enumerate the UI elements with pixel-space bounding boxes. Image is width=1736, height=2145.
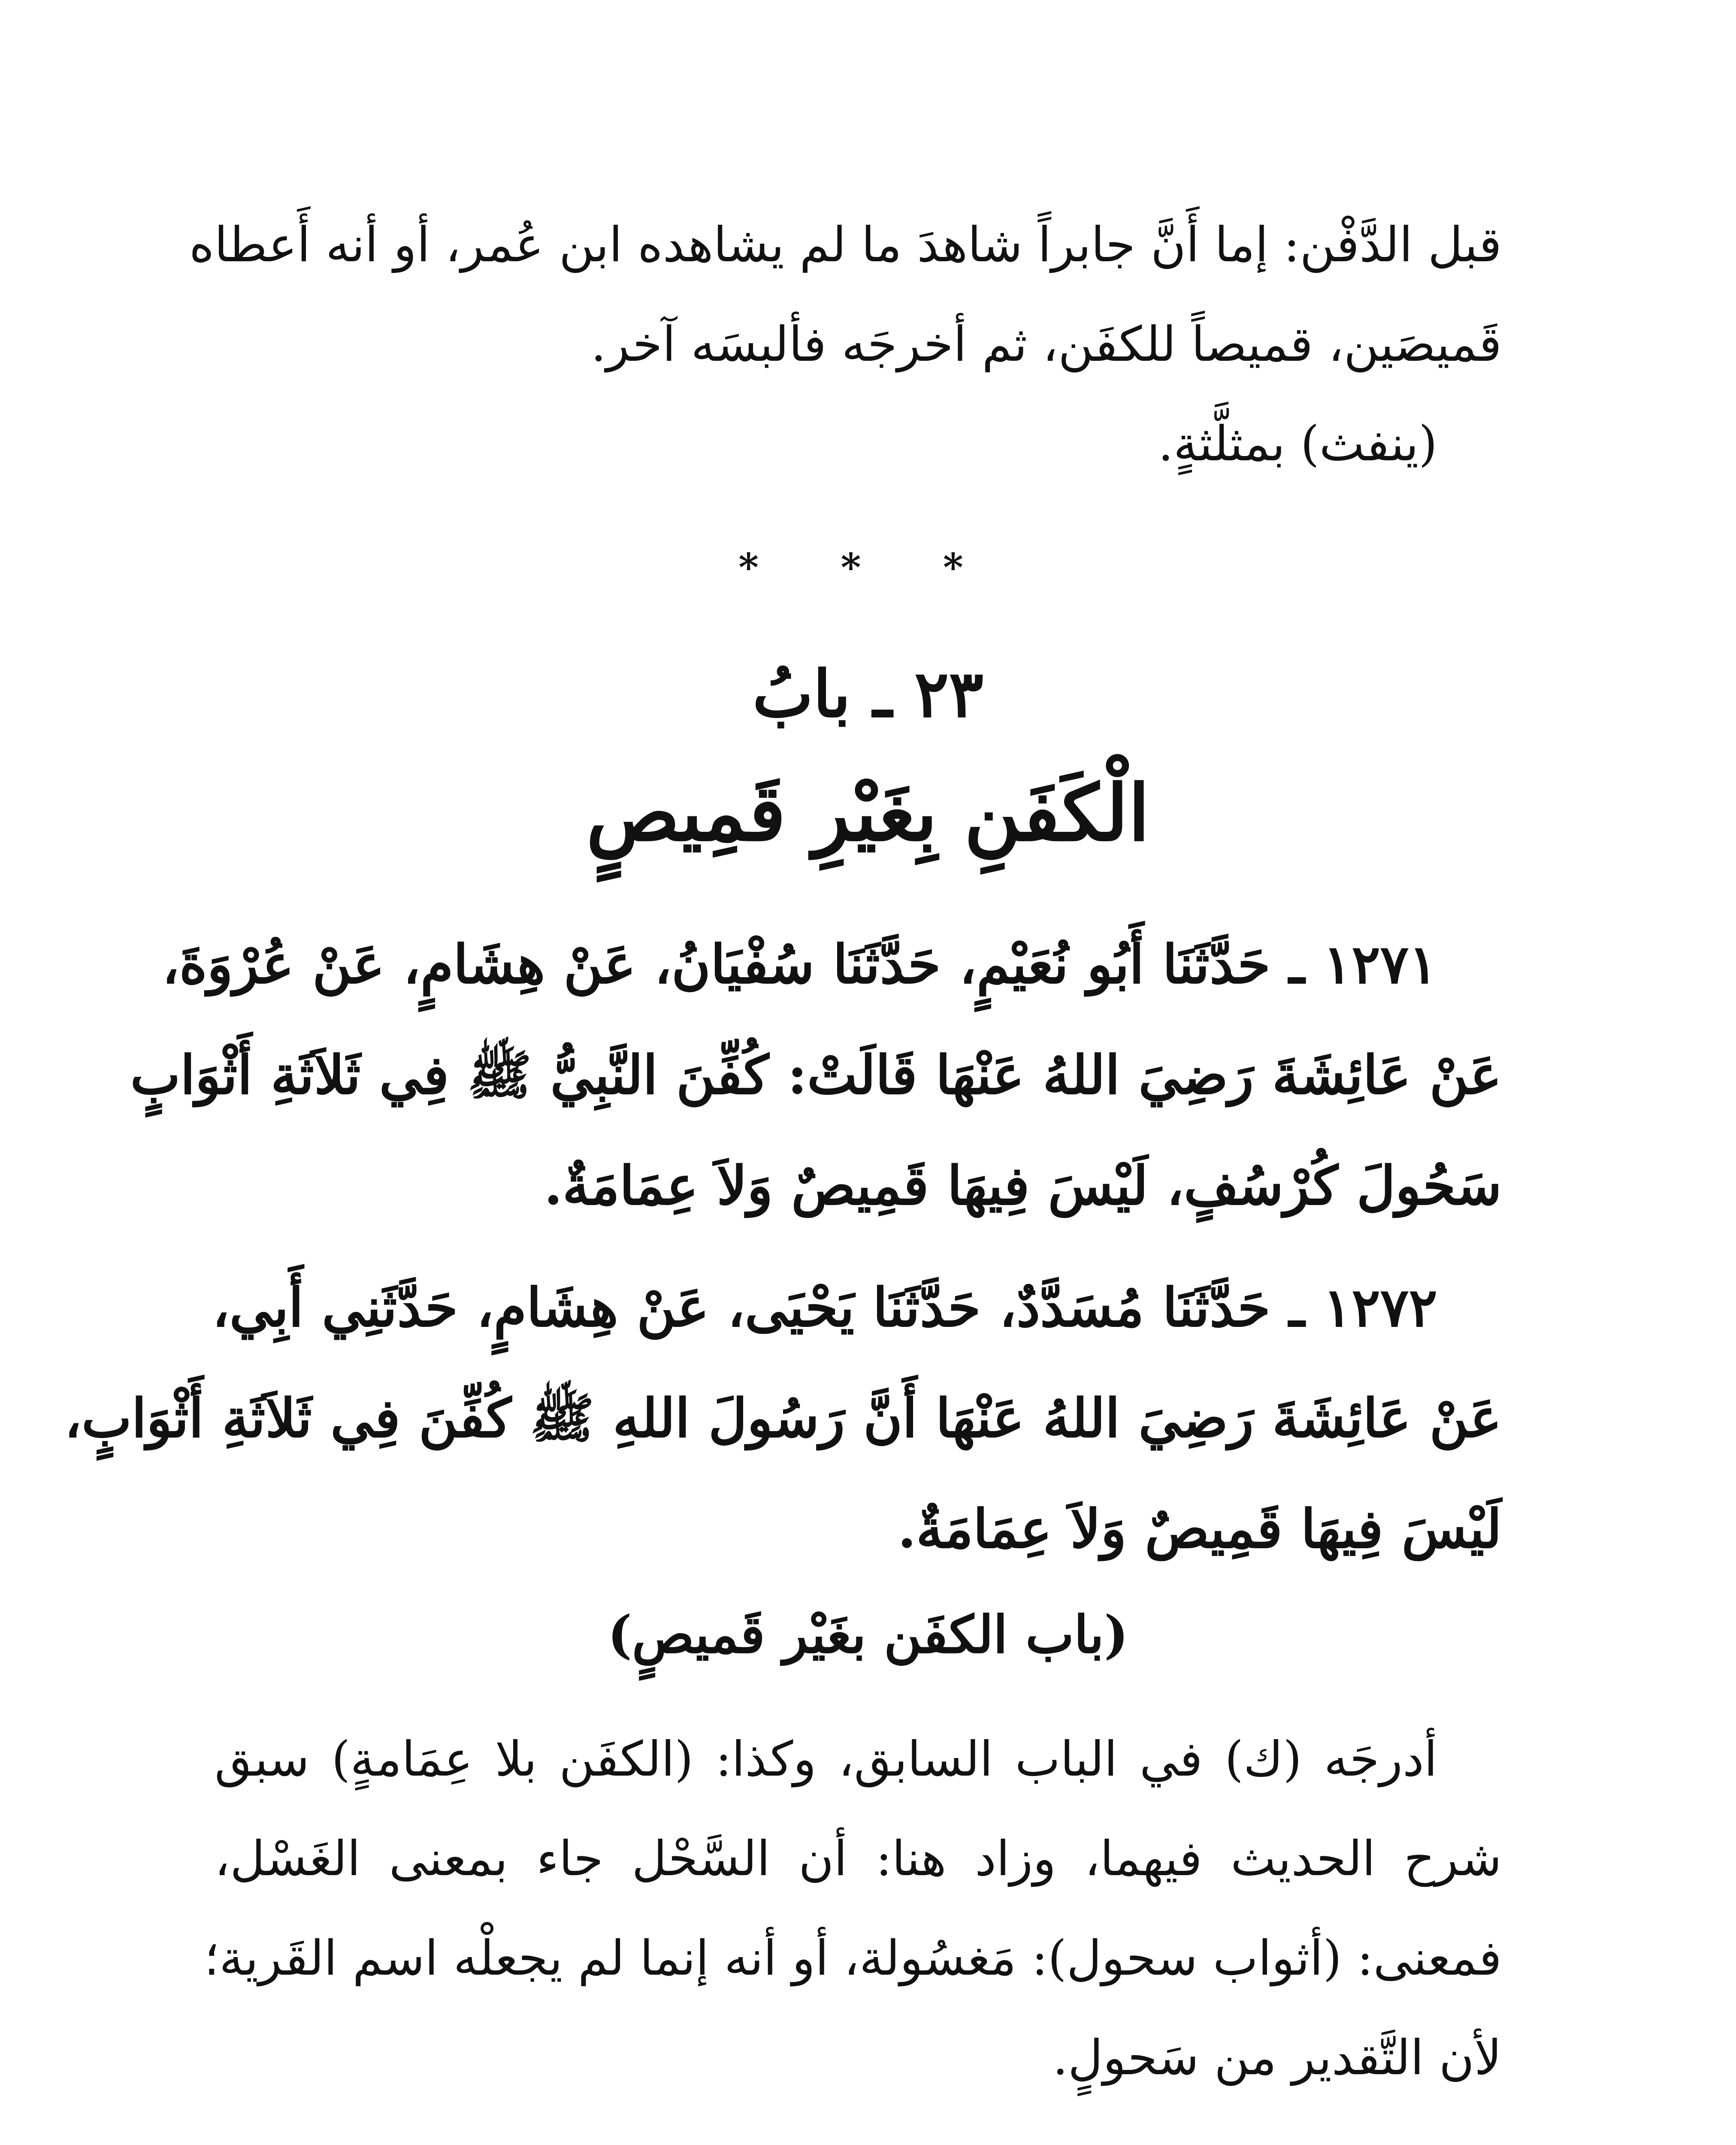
section-separator: * * * [738,545,998,590]
commentary-paragraph-1 [204,1710,1502,2108]
commentary-title: (باب الكفَن بغَيْر قَميصٍ) [608,1604,1128,1665]
hadith-1271-line-3: سَحُولَ كُرْسُفٍ، لَيْسَ فِيهَا قَمِيصٌ وَلاَ عِمَامَةٌ. [544,1155,1502,1217]
hadith-1272-line-2: عَنْ عَائِشَةَ رَضِيَ اللهُ عَنْهَا أَنَّ رَسُولَ اللهِ ﷺ كُفِّنَ فِي ثَلاَثَةِ أَثْوَابٍ، [64,1387,1502,1450]
commentary-p2-line-1 [215,2124,1502,2145]
top-paragraph-note: (ينفث) بمثلَّثةٍ. [1158,416,1437,472]
hadith-1272 [64,1253,1502,1585]
chapter-number: ٢٣ ـ بابُ [752,656,984,732]
hadith-1272-line-1: ١٢٧٢ ـ حَدَّثَنَا مُسَدَّدٌ، حَدَّثَنَا يَحْيَى، عَنْ هِشَامٍ، حَدَّثَنِي أَبِي، [212,1277,1437,1339]
top-paragraph-line-1: قبل الدَّفْن: إما أَنَّ جابراً شاهدَ ما لم يشاهده ابن عُمر، أو أنه أَعطاه [189,217,1502,273]
top-paragraph [189,195,1502,494]
commentary-p1-line-2: شرح الحديث فيهما، وزاد هنا: أن السَّحْل جاء بمعنى الغَسْل، [215,1831,1502,1887]
chapter-title: الْكَفَنِ بِغَيْرِ قَمِيصٍ [586,768,1150,858]
hadith-1272-line-3: لَيْسَ فِيهَا قَمِيصٌ وَلاَ عِمَامَةٌ. [897,1498,1502,1560]
commentary-p1-line-1: أدرجَه (ك) في الباب السابق، وكذا: (الكفَن بلا عِمَامةٍ) سبق [215,1731,1437,1787]
hadith-1271-line-1: ١٢٧١ ـ حَدَّثَنَا أَبُو نُعَيْمٍ، حَدَّثَنَا سُفْيَانُ، عَنْ هِشَامٍ، عَنْ عُرْوَةَ، [162,934,1437,996]
commentary-paragraph-2 [215,2124,1502,2145]
hadith-1271 [130,909,1502,1242]
commentary-p1-line-3: فمعنى: (أثواب سحول): مَغسُولة، أو أنه إنما لم يجعلْه اسم القَرية؛ [204,1930,1502,1986]
commentary-p1-line-4: لأن التَّقدير من سَحولٍ. [1052,2030,1502,2086]
top-paragraph-line-2: قَميصَين، قميصاً للكفَن، ثم أخرجَه فألبسَه آخر. [591,317,1502,372]
hadith-1271-line-2: عَنْ عَائِشَةَ رَضِيَ اللهُ عَنْهَا قَالَتْ: كُفِّنَ النَّبِيُّ ﷺ فِي ثَلاَثَةِ أَثْوَابٍ [130,1044,1502,1106]
